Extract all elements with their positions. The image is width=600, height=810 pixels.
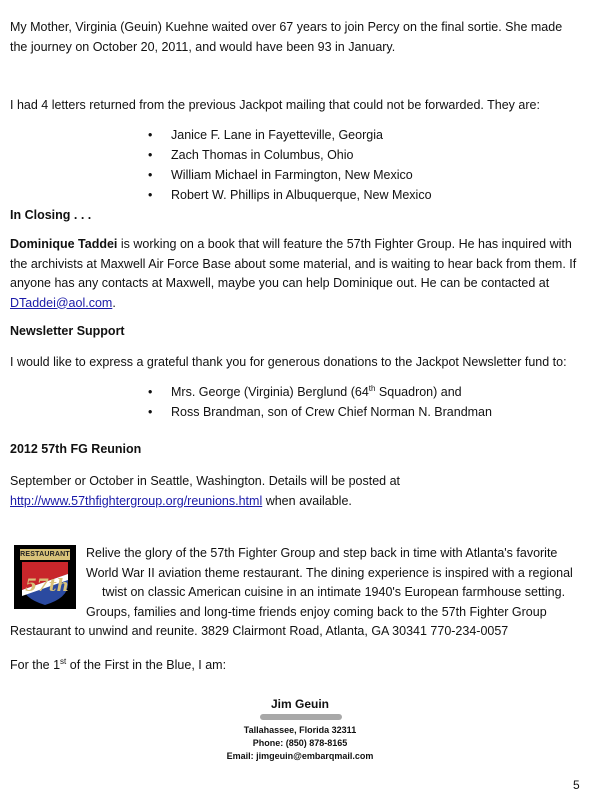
list-item: • Robert W. Phillips in Albuquerque, New Mexico bbox=[145, 186, 432, 206]
shield-icon bbox=[20, 560, 70, 606]
list-item: • William Michael in Farmington, New Mexico bbox=[145, 166, 432, 186]
bullet-icon: • bbox=[148, 385, 153, 399]
signature-name: Jim Geuin bbox=[270, 697, 329, 711]
list-item: • Mrs. George (Virginia) Berglund (64th Squadron) and bbox=[145, 383, 492, 403]
closing-paragraph: Dominique Taddei is working on a book that will feature the 57th Fighter Group. He has inquired with the archivists at Maxwell Air Force Base about some material, and is waiting to hear back from them. If anyone has any contacts at Maxwell, maybe you can help Dominique out. He can be contacted at DTaddei@aol.com. bbox=[10, 237, 577, 310]
bullet-icon: • bbox=[148, 188, 153, 202]
intro-paragraph: My Mother, Virginia (Geuin) Kuehne waited over 67 years to join Percy on the final sortie. She made the journey on October 20, 2011, and would have been 93 in January. bbox=[10, 20, 563, 54]
signature-email: Email: jimgeuin@embarqmail.com bbox=[226, 751, 374, 761]
reunions-link[interactable]: http://www.57thfightergroup.org/reunions.html bbox=[10, 493, 263, 508]
signature-city: Tallahassee, Florida 32311 bbox=[243, 725, 357, 735]
taddei-email-link[interactable]: DTaddei@aol.com bbox=[10, 295, 113, 310]
author-name: Dominique Taddei bbox=[10, 237, 118, 251]
newsletter-support-text: I would like to express a grateful thank you for generous donations to the Jackpot Newsletter fund to: bbox=[10, 355, 567, 369]
bullet-icon: • bbox=[148, 405, 153, 419]
restaurant-paragraph-bottom: Restaurant to unwind and reunite. 3829 Clairmont Road, Atlanta, GA 30341 770-234-0057 bbox=[10, 624, 509, 638]
list-item: • Zach Thomas in Columbus, Ohio bbox=[145, 146, 432, 166]
reunion-paragraph: September or October in Seattle, Washington. Details will be posted at http://www.57thfightergroup.org/reunions.html when available. bbox=[10, 474, 401, 508]
logo-banner: RESTAURANT bbox=[20, 551, 70, 558]
donors-list bbox=[145, 383, 492, 423]
bullet-icon: • bbox=[148, 148, 153, 162]
page-number: 5 bbox=[573, 778, 580, 792]
bullet-icon: • bbox=[148, 168, 153, 182]
returned-letters-list bbox=[145, 126, 432, 206]
logo-text: 57th bbox=[25, 576, 69, 596]
returned-letters-intro: I had 4 letters returned from the previous Jackpot mailing that could not be forwarded. They are: bbox=[10, 98, 540, 112]
restaurant-logo bbox=[14, 545, 76, 609]
newsletter-support-heading: Newsletter Support bbox=[10, 324, 125, 338]
restaurant-paragraph-top: Relive the glory of the 57th Fighter Group and step back in time with Atlanta's favorite World War II aviation theme restaurant. The dining experience is inspired with a regional twist on classic American cuisine in an intimate 1940's European farmhouse setting. Groups, families and long-time friends enjoy coming back to the 57th Fighter Group bbox=[86, 546, 573, 619]
signoff-line: For the 1st of the First in the Blue, I am: bbox=[10, 656, 227, 672]
signature-scribble bbox=[260, 714, 342, 720]
list-item: • Ross Brandman, son of Crew Chief Norman N. Brandman bbox=[145, 403, 492, 423]
signature-block bbox=[0, 724, 600, 763]
reunion-heading: 2012 57th FG Reunion bbox=[10, 442, 142, 456]
closing-heading: In Closing . . . bbox=[10, 208, 92, 222]
signature-phone: Phone: (850) 878-8165 bbox=[252, 738, 348, 748]
bullet-icon: • bbox=[148, 128, 153, 142]
list-item: • Janice F. Lane in Fayetteville, Georgia bbox=[145, 126, 432, 146]
